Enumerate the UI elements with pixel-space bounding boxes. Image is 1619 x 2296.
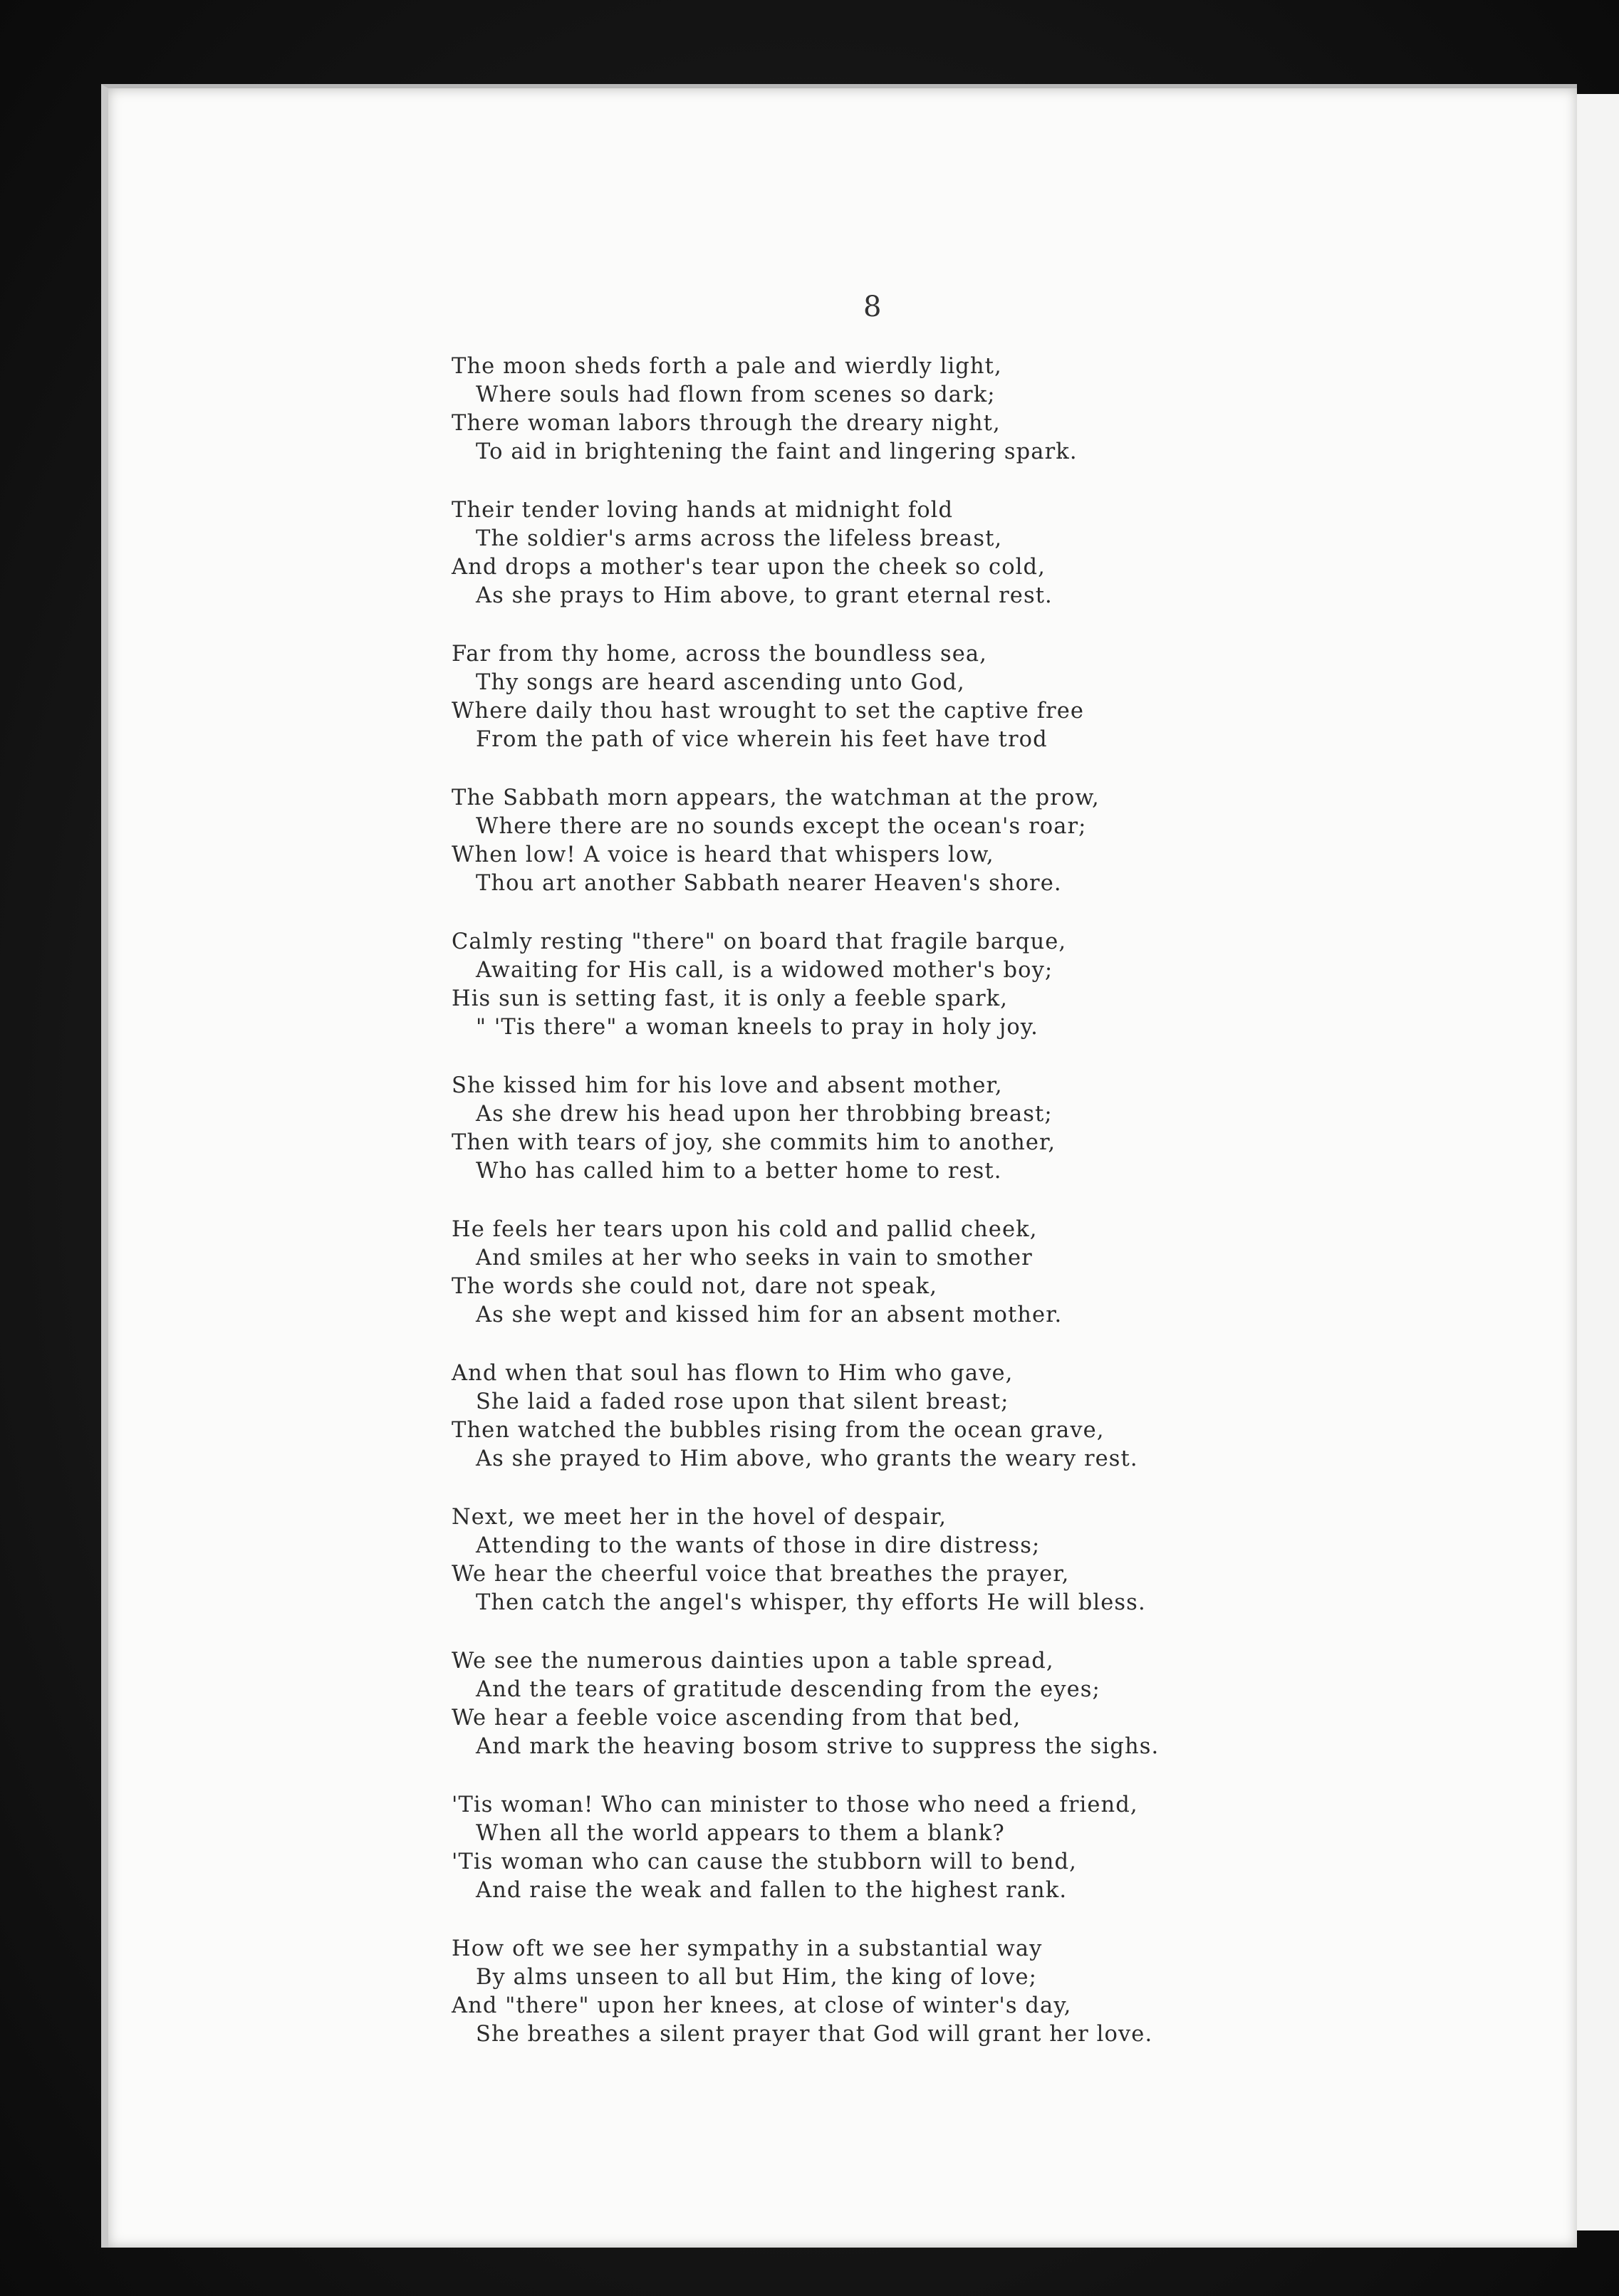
poem-line: She breathes a silent prayer that God will grant her love. bbox=[476, 2022, 1153, 2047]
poem-line: As she prays to Him above, to grant eternal rest. bbox=[476, 583, 1053, 608]
poem-line: Then with tears of joy, she commits him to another, bbox=[452, 1130, 1056, 1155]
poem bbox=[452, 353, 1406, 2049]
poem-line: She laid a faded rose upon that silent breast; bbox=[476, 1389, 1009, 1414]
poem-line: When all the world appears to them a blank? bbox=[476, 1821, 1005, 1846]
stanza bbox=[452, 1503, 1406, 1617]
poem-line: 'Tis woman who can cause the stubborn will to bend, bbox=[452, 1849, 1077, 1874]
stanza bbox=[452, 1647, 1406, 1761]
poem-line: Far from thy home, across the boundless sea, bbox=[452, 642, 987, 667]
page-number: 8 bbox=[863, 291, 882, 323]
stanza bbox=[452, 1216, 1406, 1330]
poem-line: And mark the heaving bosom strive to suppress the sighs. bbox=[476, 1734, 1160, 1759]
poem-line: Where daily thou hast wrought to set the captive free bbox=[452, 699, 1085, 724]
poem-line: The soldier's arms across the lifeless breast, bbox=[476, 526, 1003, 551]
poem-line: As she wept and kissed him for an absent mother. bbox=[476, 1303, 1063, 1327]
poem-line: Where there are no sounds except the ocean's roar; bbox=[476, 814, 1087, 839]
poem-line: And "there" upon her knees, at close of winter's day, bbox=[452, 1993, 1072, 2018]
stanza bbox=[452, 1935, 1406, 2049]
poem-line: Then catch the angel's whisper, thy efforts He will bless. bbox=[476, 1590, 1146, 1615]
poem-line: The moon sheds forth a pale and wierdly light, bbox=[452, 354, 1002, 379]
poem-line: How oft we see her sympathy in a substantial way bbox=[452, 1936, 1043, 1961]
poem-line: And when that soul has flown to Him who gave, bbox=[452, 1361, 1014, 1386]
poem-line: She kissed him for his love and absent mother, bbox=[452, 1073, 1003, 1098]
poem-line: Calmly resting "there" on board that fragile barque, bbox=[452, 929, 1067, 954]
poem-line: Attending to the wants of those in dire distress; bbox=[476, 1533, 1041, 1558]
stanza bbox=[452, 1791, 1406, 1905]
poem-line: As she drew his head upon her throbbing breast; bbox=[476, 1102, 1053, 1127]
poem-line: To aid in brightening the faint and lingering spark. bbox=[476, 439, 1078, 464]
poem-line: There woman labors through the dreary night, bbox=[452, 411, 1001, 436]
stanza bbox=[452, 1072, 1406, 1186]
poem-line: Thy songs are heard ascending unto God, bbox=[476, 670, 965, 695]
poem-line: The Sabbath morn appears, the watchman at the prow, bbox=[452, 786, 1100, 810]
poem-line: 'Tis woman! Who can minister to those who need a friend, bbox=[452, 1793, 1138, 1817]
facing-page-edge bbox=[1573, 94, 1619, 2230]
stanza bbox=[452, 353, 1406, 466]
poem-line: " 'Tis there" a woman kneels to pray in holy joy. bbox=[476, 1015, 1038, 1040]
stanza bbox=[452, 640, 1406, 754]
poem-line: Their tender loving hands at midnight fold bbox=[452, 498, 954, 523]
stanza bbox=[452, 496, 1406, 610]
poem-line: And smiles at her who seeks in vain to smother bbox=[476, 1246, 1033, 1270]
poem-line: As she prayed to Him above, who grants the weary rest. bbox=[476, 1446, 1138, 1471]
poem-line: He feels her tears upon his cold and pallid cheek, bbox=[452, 1217, 1038, 1242]
poem-line: We hear the cheerful voice that breathes the prayer, bbox=[452, 1562, 1070, 1587]
poem-line: Awaiting for His call, is a widowed mother's boy; bbox=[476, 958, 1053, 983]
poem-line: When low! A voice is heard that whispers low, bbox=[452, 842, 994, 867]
poem-line: Who has called him to a better home to rest. bbox=[476, 1159, 1002, 1184]
poem-line: Then watched the bubbles rising from the ocean grave, bbox=[452, 1418, 1105, 1443]
stanza bbox=[452, 928, 1406, 1042]
poem-line: From the path of vice wherein his feet have trod bbox=[476, 727, 1048, 752]
poem-line: And raise the weak and fallen to the highest rank. bbox=[476, 1878, 1068, 1903]
stanza bbox=[452, 784, 1406, 898]
poem-line: And drops a mother's tear upon the cheek so cold, bbox=[452, 555, 1046, 580]
poem-line: We see the numerous dainties upon a table spread, bbox=[452, 1649, 1054, 1674]
poem-line: Thou art another Sabbath nearer Heaven's shore. bbox=[476, 871, 1062, 896]
poem-line: His sun is setting fast, it is only a feeble spark, bbox=[452, 986, 1009, 1011]
poem-line: Where souls had flown from scenes so dark; bbox=[476, 382, 996, 407]
poem-line: The words she could not, dare not speak, bbox=[452, 1274, 937, 1299]
poem-line: Next, we meet her in the hovel of despair, bbox=[452, 1505, 947, 1530]
poem-line: By alms unseen to all but Him, the king of love; bbox=[476, 1965, 1037, 1990]
stanza bbox=[452, 1360, 1406, 1473]
poem-line: We hear a feeble voice ascending from that bed, bbox=[452, 1706, 1021, 1731]
poem-line: And the tears of gratitude descending from the eyes; bbox=[476, 1677, 1100, 1702]
